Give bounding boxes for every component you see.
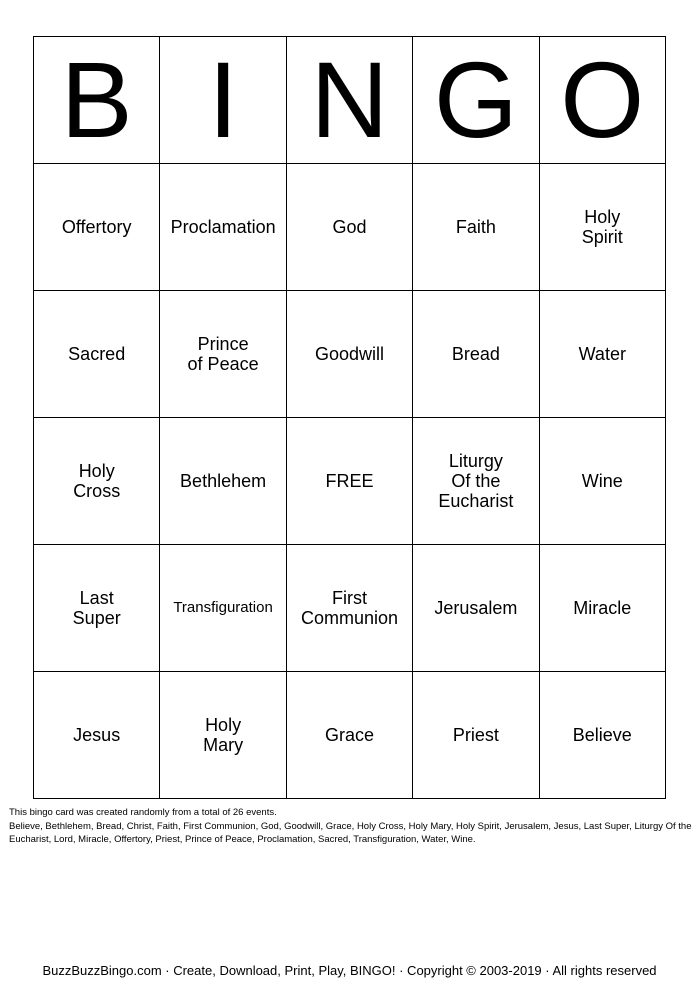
cell-text: Grace xyxy=(324,725,374,745)
card-cell xyxy=(539,545,665,672)
card-cell xyxy=(34,672,160,799)
cell-text: Liturgy Of the Eucharist xyxy=(438,451,514,511)
card-cell xyxy=(413,164,539,291)
card-cell xyxy=(539,164,665,291)
card-cell xyxy=(160,291,286,418)
card-row xyxy=(34,291,666,418)
card-info-summary: This bingo card was created randomly from a total of 26 events. xyxy=(9,807,277,818)
card-info-event-list: Believe, Bethlehem, Bread, Christ, Faith, First Communion, God, Goodwill, Grace, Holy Cross, Holy Mary, Holy Spirit, Jerusalem, Jesus, Last Super, Liturgy Of the Eucharist, Lord, Miracle, Offertory, Priest, Prince of Peace, Proclamation, Sacred, Transfiguration, Water, Wine. xyxy=(9,820,692,845)
card-cell xyxy=(160,545,286,672)
cell-text: Last Super xyxy=(72,588,121,628)
card-row xyxy=(34,545,666,672)
cell-text: First Communion xyxy=(300,588,398,628)
cell-text: Water xyxy=(578,344,626,364)
cell-text: Believe xyxy=(572,725,632,745)
card-cell xyxy=(286,672,412,799)
cell-text: Offertory xyxy=(61,217,132,237)
card-cell xyxy=(413,291,539,418)
card-cell xyxy=(160,164,286,291)
header-letter-n: N xyxy=(286,37,412,164)
cell-text: Jerusalem xyxy=(434,598,518,618)
cell-text: Holy Cross xyxy=(73,461,121,501)
cell-text: Jesus xyxy=(73,725,121,745)
cell-text: Miracle xyxy=(573,598,632,618)
free-space-cell xyxy=(286,418,412,545)
header-row xyxy=(34,37,666,164)
card-cell xyxy=(413,545,539,672)
card-cell xyxy=(160,672,286,799)
card-cell xyxy=(413,418,539,545)
site-footer: BuzzBuzzBingo.com · Create, Download, Print, Play, BINGO! · Copyright © 2003-2019 · All rights reserved xyxy=(42,963,657,978)
card-cell xyxy=(286,164,412,291)
card-row xyxy=(34,418,666,545)
card-row xyxy=(34,672,666,799)
card-cell xyxy=(160,418,286,545)
free-space-text: FREE xyxy=(325,471,374,491)
card-cell xyxy=(539,672,665,799)
cell-text: Holy Mary xyxy=(203,715,244,755)
cell-text: Proclamation xyxy=(170,217,276,237)
card-cell xyxy=(539,291,665,418)
header-letter-o: O xyxy=(539,37,665,164)
cell-text: Bread xyxy=(451,344,500,364)
cell-text: Wine xyxy=(581,471,623,491)
card-cell xyxy=(34,291,160,418)
cell-text: Sacred xyxy=(68,344,126,364)
card-cell xyxy=(413,672,539,799)
card-cell xyxy=(286,545,412,672)
cell-text: Bethlehem xyxy=(180,471,267,491)
cell-text: Prince of Peace xyxy=(187,334,259,374)
card-row xyxy=(34,164,666,291)
cell-text: Priest xyxy=(452,725,499,745)
header-letter-b: B xyxy=(34,37,160,164)
cell-text: Faith xyxy=(455,217,496,237)
cell-text: Goodwill xyxy=(314,344,384,364)
bingo-card xyxy=(33,36,666,799)
card-cell xyxy=(34,418,160,545)
cell-text: Holy Spirit xyxy=(581,207,623,247)
card-cell xyxy=(34,545,160,672)
cell-text: God xyxy=(332,217,367,237)
header-letter-i: I xyxy=(160,37,286,164)
card-cell xyxy=(539,418,665,545)
header-letter-g: G xyxy=(413,37,539,164)
cell-text: Transfiguration xyxy=(173,599,273,616)
card-cell xyxy=(286,291,412,418)
card-info xyxy=(9,806,693,847)
card-cell xyxy=(34,164,160,291)
